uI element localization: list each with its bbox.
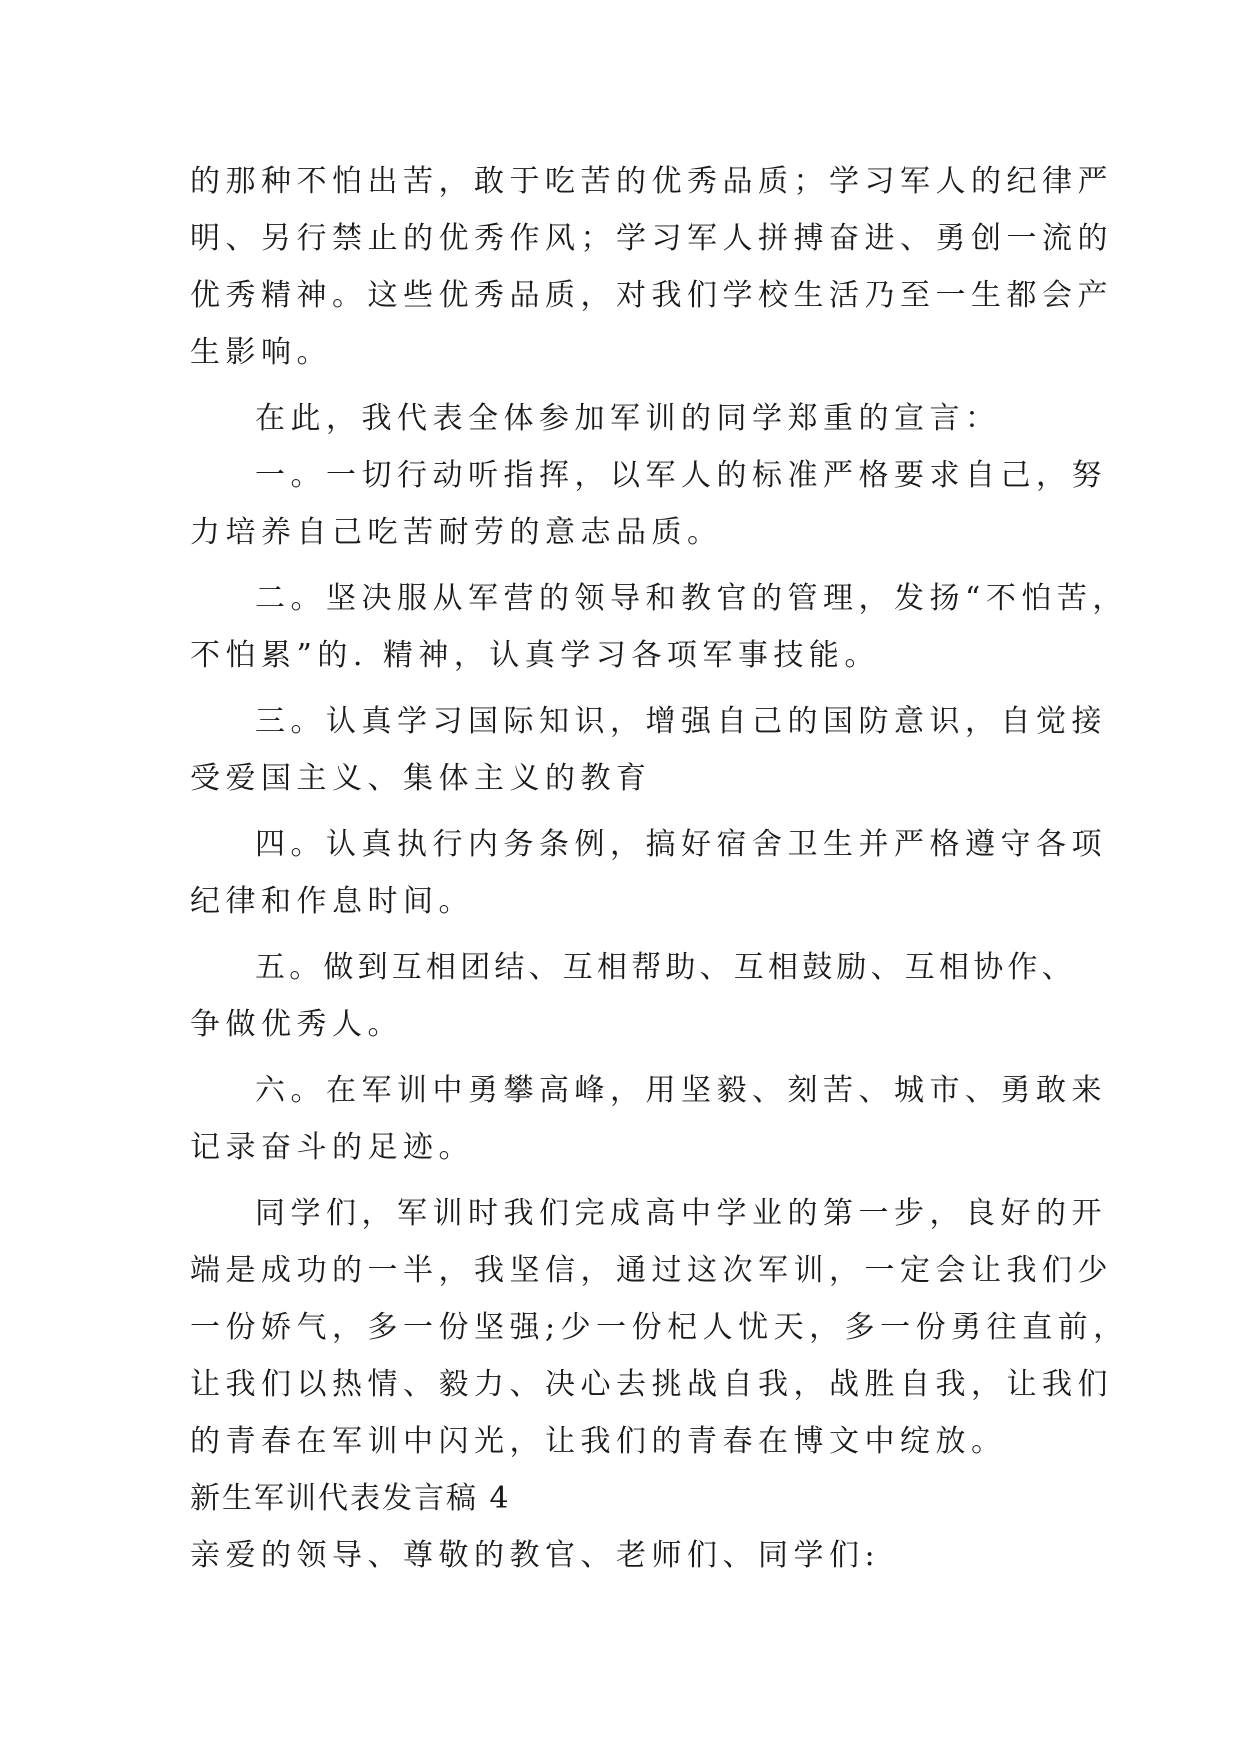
text-line: 一份娇气，多一份坚强;少一份杞人忧天，多一份勇往直前， (190, 1310, 1129, 1345)
text-line: 生影响。 (190, 335, 332, 370)
text-line: 让我们以热情、毅力、决心去挑战自我，战胜自我，让我们 (190, 1367, 1113, 1402)
text-line: 的那种不怕出苦，敢于吃苦的优秀品质；学习军人的纪律严 (190, 164, 1113, 199)
section-heading: 新生军训代表发言稿 4 (190, 1481, 511, 1516)
text-line: 争做优秀人。 (190, 1007, 403, 1042)
text-line: 优秀精神。这些优秀品质，对我们学校生活乃至一生都会产 (190, 278, 1113, 313)
text-line: 同学们，军训时我们完成高中学业的第一步，良好的开 (255, 1196, 1107, 1231)
text-line: 受爱国主义、集体主义的教育 (190, 761, 652, 796)
text-line: 五。做到互相团结、互相帮助、互相鼓励、互相协作、 (255, 950, 1076, 985)
text-line: 四。认真执行内务条例，搞好宿舍卫生并严格遵守各项 (255, 827, 1107, 862)
text-line: 在此，我代表全体参加军训的同学郑重的宣言： (255, 401, 1001, 436)
text-line: 的青春在军训中闪光，让我们的青春在博文中绽放。 (190, 1424, 1007, 1459)
text-line: 纪律和作息时间。 (190, 884, 474, 919)
salutation: 亲爱的领导、尊敬的教官、老师们、同学们: (190, 1538, 881, 1573)
text-line: 明、另行禁止的优秀作风；学习军人拼搏奋进、勇创一流的 (190, 221, 1113, 256)
text-line: 二。坚决服从军营的领导和教官的管理，发扬“不怕苦， (255, 581, 1128, 616)
text-line: 六。在军训中勇攀高峰，用坚毅、刻苦、城市、勇敢来 (255, 1073, 1107, 1108)
text-line: 端是成功的一半，我坚信，通过这次军训，一定会让我们少 (190, 1253, 1113, 1288)
text-line: 三。认真学习国际知识，增强自己的国防意识，自觉接 (255, 704, 1107, 739)
text-line: 一。一切行动听指挥，以军人的标准严格要求自己，努 (255, 458, 1107, 493)
text-line: 力培养自己吃苦耐劳的意志品质。 (190, 515, 723, 550)
text-line: 不怕累”的. 精神，认真学习各项军事技能。 (190, 638, 880, 673)
text-line: 记录奋斗的足迹。 (190, 1130, 474, 1165)
